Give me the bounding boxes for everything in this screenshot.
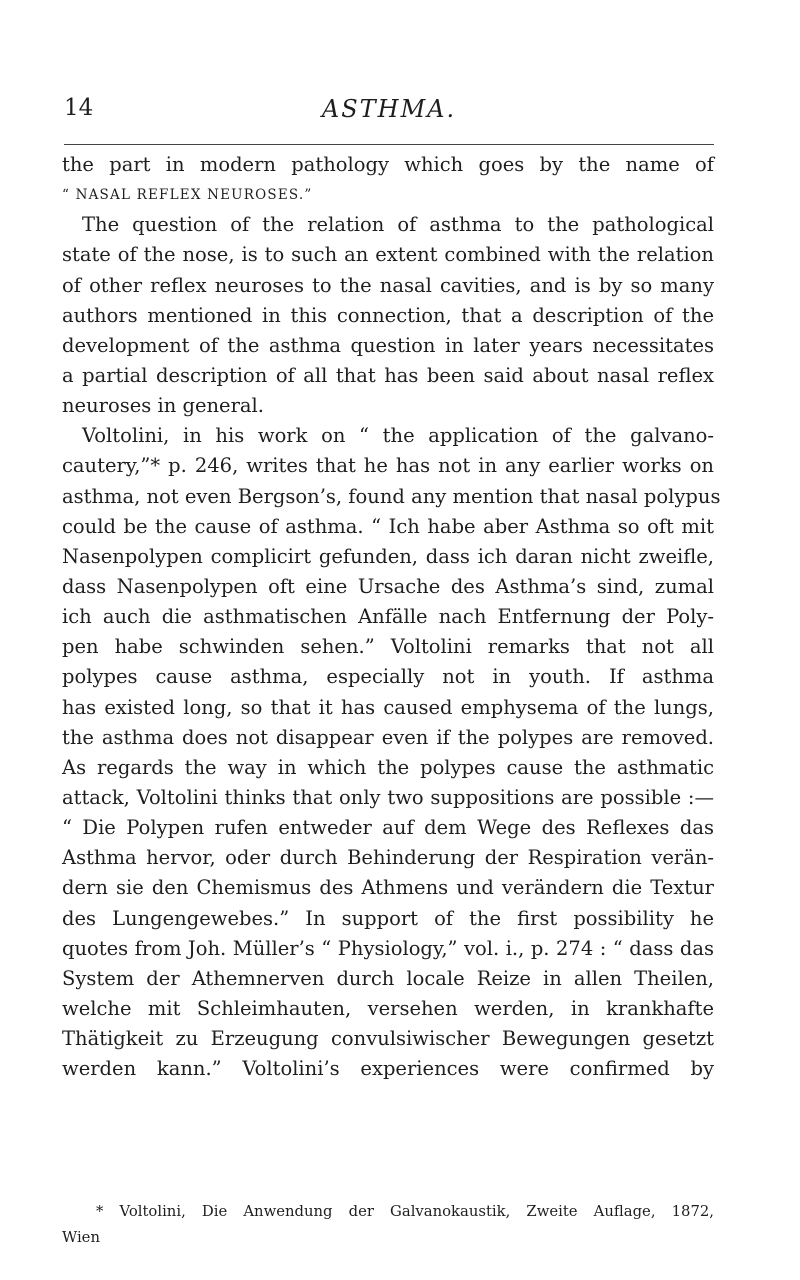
text-line: has existed long, so that it has caused emphysema of the lungs, [62,695,714,719]
page-number: 14 [64,95,94,121]
text-line: dern sie den Chemismus des Athmens und verändern die Textur [62,876,714,900]
text-line: Asthma hervor, oder durch Behinderung der Respiration verän- [62,846,714,870]
text-line: cautery,”* p. 246, writes that he has not in any earlier works on [62,454,714,478]
body-text [62,150,721,1084]
text-line: The question of the relation of asthma to the pathological [82,213,714,237]
text-line: the part in modern pathology which goes by the name of [62,153,714,176]
text-line: Thätigkeit zu Erzeugung convulsiwischer Bewegungen gesetzt [62,1027,714,1051]
text-line: authors mentioned in this connection, that a description of the [62,303,714,327]
text-line: a partial description of all that has been said about nasal reflex [62,363,714,387]
text-line: As regards the way in which the polypes cause the asthmatic [62,755,714,779]
text-line: could be the cause of asthma. “ Ich habe aber Asthma so oft mit [62,514,714,538]
text-line: ich auch die asthmatischen Anfälle nach Entfernung der Poly- [62,605,714,629]
running-title: ASTHMA. [321,95,457,123]
header-rule [64,144,714,145]
text-line: des Lungengewebes.” In support of the first possibility he [62,906,714,930]
text-line: Nasenpolypen complicirt gefunden, dass ich daran nicht zweifle, [62,544,714,568]
text-line: asthma, not even Bergson’s, found any mention that nasal polypus [62,484,721,508]
footnote-line: Wien [62,1229,100,1246]
text-line: werden kann.” Voltolini’s experiences were confirmed by [62,1057,714,1081]
text-line: quotes from Joh. Müller’s “ Physiology,” vol. i., p. 274 : “ dass das [62,936,714,960]
footnote [62,1199,714,1251]
text-line: “ Die Polypen rufen entweder auf dem Wege des Reflexes das [62,816,714,840]
footnote-line: * Voltolini, Die Anwendung der Galvanokaustik, Zweite Auflage, 1872, [96,1203,714,1220]
text-line: polypes cause asthma, especially not in youth. If asthma [62,665,714,689]
text-line: the asthma does not disappear even if the polypes are removed. [62,725,714,749]
text-line: “ NASAL REFLEX NEUROSES.” [62,187,313,204]
text-line: dass Nasenpolypen oft eine Ursache des Asthma’s sind, zumal [62,574,714,598]
text-line: neuroses in general. [62,394,264,418]
text-line: attack, Voltolini thinks that only two suppositions are possible :— [62,785,714,809]
text-line: welche mit Schleimhauten, versehen werden, in krankhafte [62,996,714,1020]
page-header [64,95,714,135]
text-line: development of the asthma question in later years necessitates [62,333,714,357]
text-line: state of the nose, is to such an extent combined with the relation [62,243,714,267]
text-line: of other reflex neuroses to the nasal cavities, and is by so many [62,273,714,297]
text-line: pen habe schwinden sehen.” Voltolini remarks that not all [62,635,714,659]
text-line: System der Athemnerven durch locale Reize in allen Theilen, [62,966,714,990]
text-line: Voltolini, in his work on “ the application of the galvano- [82,424,714,448]
